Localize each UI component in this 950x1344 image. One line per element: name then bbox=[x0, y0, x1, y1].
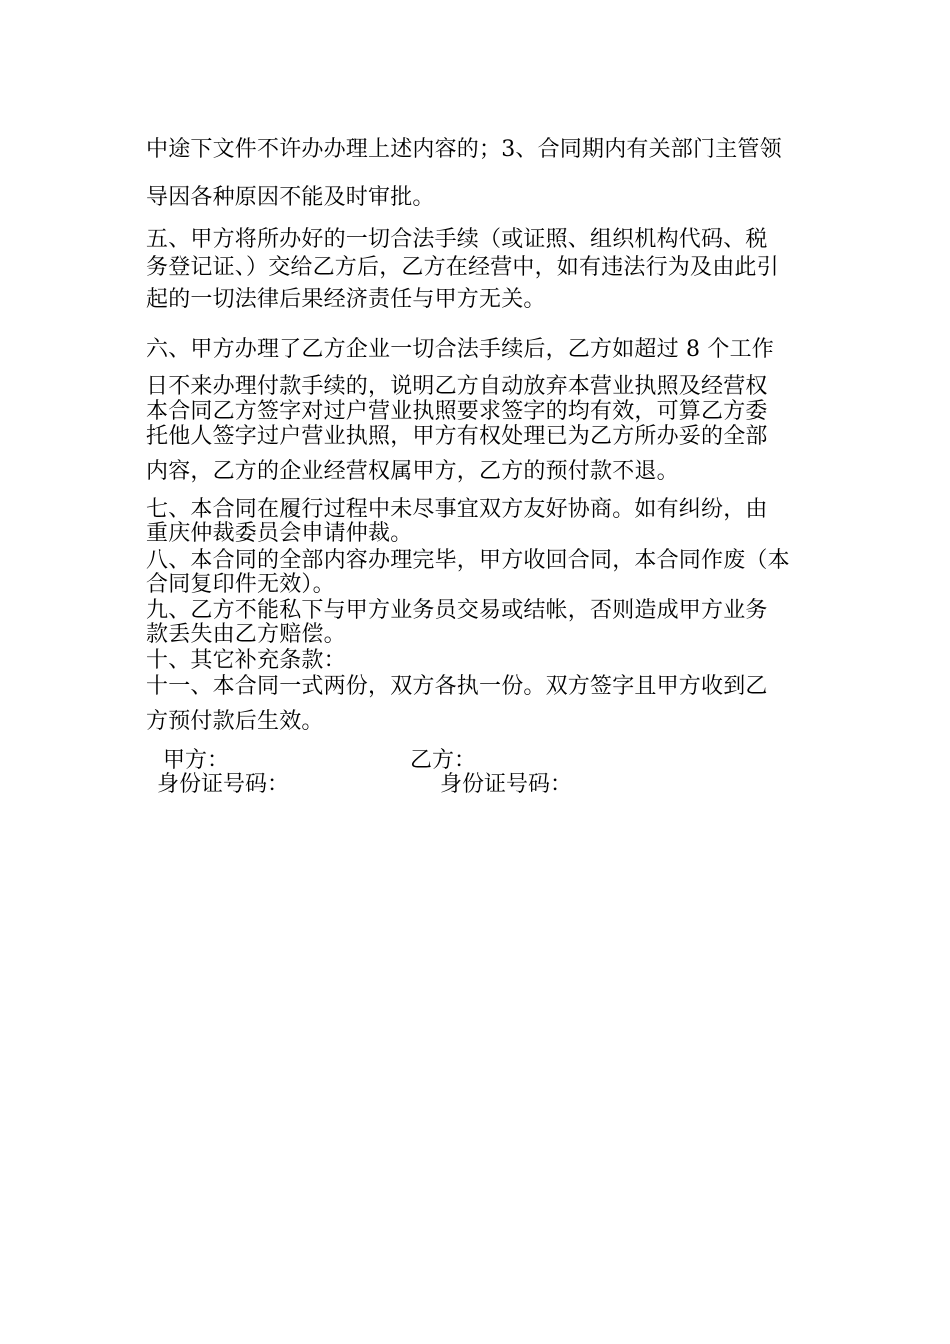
text-line: 合同复印件无效）。 bbox=[146, 572, 335, 597]
text-line: 起的一切法律后果经济责任与甲方无关。 bbox=[146, 287, 546, 312]
text-line: 六、甲方办理了乙方企业一切合法手续后，乙方如超过 8 个工作 bbox=[146, 337, 774, 362]
party-b-id-label: 身份证号码： bbox=[440, 772, 573, 797]
text-line: 重庆仲裁委员会申请仲裁。 bbox=[146, 521, 413, 546]
text-line: 七、本合同在履行过程中未尽事宜双方友好协商。如有纠纷，由 bbox=[146, 497, 768, 522]
text-line: 务登记证、）交给乙方后，乙方在经营中，如有违法行为及由此引 bbox=[146, 255, 779, 280]
text-line: 十一、本合同一式两份，双方各执一份。双方签字且甲方收到乙 bbox=[146, 674, 768, 699]
text-line: 中途下文件不许办办理上述内容的；3、合同期内有关部门主管领 bbox=[146, 137, 782, 162]
text-line: 九、乙方不能私下与甲方业务员交易或结帐，否则造成甲方业务 bbox=[146, 598, 768, 623]
text-line: 五、甲方将所办好的一切合法手续（或证照、组织机构代码、税 bbox=[146, 227, 768, 252]
text-line: 款丢失由乙方赔偿。 bbox=[146, 622, 346, 647]
text-line: 日不来办理付款手续的，说明乙方自动放弃本营业执照及经营权 bbox=[146, 374, 768, 399]
text-line: 托他人签字过户营业执照，甲方有权处理已为乙方所办妥的全部 bbox=[146, 424, 768, 449]
party-a-id-label: 身份证号码： bbox=[157, 772, 290, 797]
text-line: 导因各种原因不能及时审批。 bbox=[146, 185, 435, 210]
text-line: 方预付款后生效。 bbox=[146, 709, 324, 734]
text-line: 八、本合同的全部内容办理完毕，甲方收回合同，本合同作废（本 bbox=[146, 548, 790, 573]
party-a-label: 甲方： bbox=[163, 748, 230, 773]
text-line: 本合同乙方签字对过户营业执照要求签字的均有效，可算乙方委 bbox=[146, 399, 768, 424]
text-line: 十、其它补充条款： bbox=[146, 648, 346, 673]
party-b-label: 乙方： bbox=[410, 748, 477, 773]
text-line: 内容，乙方的企业经营权属甲方，乙方的预付款不退。 bbox=[146, 459, 679, 484]
